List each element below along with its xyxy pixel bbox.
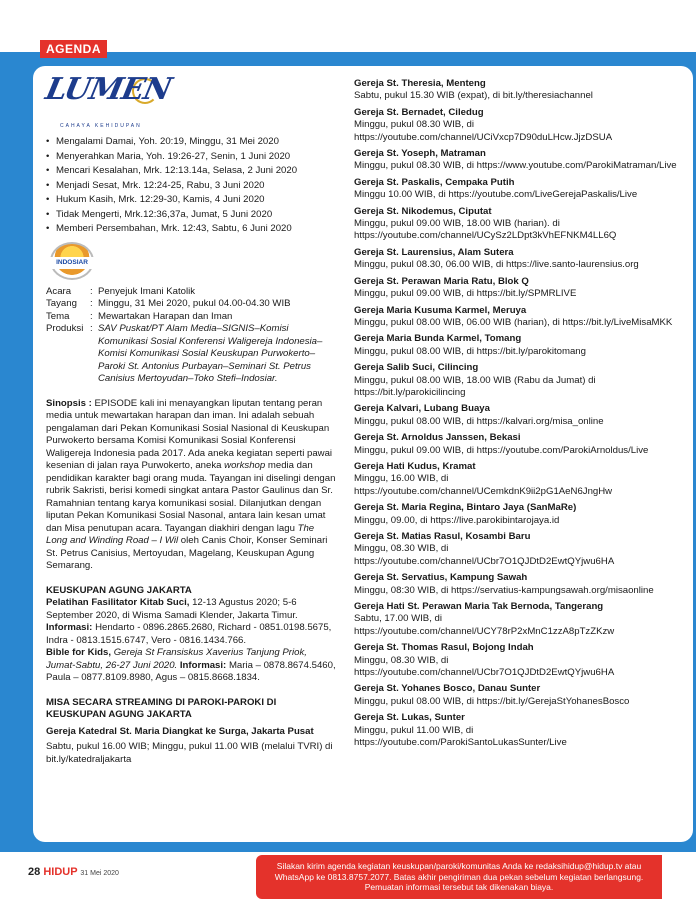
- kaj-heading: KEUSKUPAN AGUNG JAKARTA: [46, 584, 192, 596]
- church-name: Gereja St. Theresia, Menteng: [354, 78, 486, 89]
- church-detail: Minggu, pukul 08.30, 06.00 WIB, di https://live.santo-laurensius.org: [354, 259, 639, 271]
- bible-title: Bible for Kids,: [46, 647, 112, 658]
- section-tag-label: AGENDA: [46, 42, 102, 56]
- church-name: Gereja St. Thomas Rasul, Bojong Indah: [354, 642, 534, 654]
- list-item: [354, 531, 684, 568]
- bible-entry: [46, 647, 336, 685]
- list-item: [354, 333, 684, 358]
- info-label: Tayang: [46, 298, 77, 309]
- church-detail: Minggu, pukul 08.00 WIB, 06.00 WIB (harian), di https://bit.ly/LiveMisaMKK: [354, 316, 673, 328]
- church-name: Gereja St. Laurensius, Alam Sutera: [354, 246, 514, 258]
- church-name: Gereja Hati St. Perawan Maria Tak Bernoda, Tangerang: [354, 601, 604, 613]
- katedral-detail: Sabtu, pukul 16.00 WIB; Minggu, pukul 11.00 WIB (melalui TVRI) di bit.ly/katedraljakarta: [46, 741, 333, 765]
- church-name: Gereja St. Maria Regina, Bintaro Jaya (SanMaRe): [354, 502, 577, 514]
- indosiar-logo-text: INDOSIAR: [49, 257, 95, 270]
- church-name: Gereja St. Perawan Maria Ratu, Blok Q: [354, 275, 529, 287]
- list-item: • Tidak Mengerti, Mrk.12:36,37a, Jumat, 5 Juni 2020: [46, 209, 336, 222]
- list-item: [354, 107, 684, 144]
- sinopsis: [46, 398, 336, 573]
- list-item: [354, 642, 684, 679]
- list-item: • Mencari Kesalahan, Mrk. 12:13.14a, Selasa, 2 Juni 2020: [46, 165, 336, 178]
- sinopsis-song: The Long and Winding Road – I Wil: [46, 522, 315, 546]
- church-name: Gereja St. Paskalis, Cempaka Putih: [354, 176, 515, 188]
- pelatihan-entry: [46, 597, 336, 647]
- list-item: • Mengalami Damai, Yoh. 20:19, Minggu, 31 Mei 2020: [46, 136, 336, 149]
- page-footer: [28, 866, 119, 878]
- church-detail: Sabtu, pukul 15.30 WIB (expat), di bit.ly/theresiachannel: [354, 90, 593, 102]
- church-detail: Minggu, 16.00 WIB, di https://youtube.com/channel/UCemkdnK9ii2pG1AeN6JngHw: [354, 473, 613, 497]
- info-label: Acara: [46, 285, 72, 297]
- section-tag: [40, 40, 107, 58]
- bible-info: Maria – 0878.8674.5460, Paula – 0877.8109.8980, Agus – 0815.8668.1834.: [46, 659, 336, 683]
- church-detail: Minggu, pukul 09.00 WIB, 18.00 WIB (harian). di https://youtube.com/channel/UCySz2LDpt3kVhEFNKM4LL6Q: [354, 218, 617, 242]
- list-item: [354, 276, 684, 301]
- info-row: Tayang : Minggu, 31 Mei 2020, pukul 04.00-04.30 WIB: [46, 298, 336, 311]
- sinopsis-text-c: oleh Canis Choir, Konser Seminari St. Petrus Canisius, Mertoyudan, Magelang, Keuskupan Agung Semarang.: [46, 535, 328, 571]
- church-detail: Minggu, pukul 08.30 WIB, di https://www.youtube.com/ParokiMatraman/Live: [354, 160, 677, 172]
- content-card: [33, 66, 693, 842]
- list-item: [354, 403, 684, 428]
- sinopsis-label: Sinopsis :: [46, 397, 92, 409]
- info-row: Tema : Mewartakan Harapan dan Iman: [46, 311, 336, 324]
- info-row: Acara : Penyejuk Imani Katolik: [46, 286, 336, 299]
- church-detail: Minggu, pukul 08.00 WIB, di https://bit.ly/GerejaStYohanesBosco: [354, 695, 630, 707]
- church-name: Gereja Maria Kusuma Karmel, Meruya: [354, 304, 527, 316]
- church-name: Gereja St. Lukas, Sunter: [354, 712, 465, 724]
- list-item: [354, 206, 684, 243]
- sinopsis-text-a: EPISODE kali ini menayangkan liputan tentang peran media untuk mewartakan harapan dan iman. Ini adalah sebuah pengalaman dari Pekan Komunikasi Sosial Nasional di Keuskupan Purwokerto bersama Komisi Komunikasi Sosial Konferensi Waligereja Indonesia pada 2017. Ada aneka kegiatan seperti pawai kesenian di jalan raya Purwokerto, aneka: [46, 397, 333, 471]
- pelatihan-info-label: Informasi:: [46, 622, 93, 633]
- list-item: [354, 247, 684, 272]
- church-name: Gereja St. Bernadet, Ciledug: [354, 106, 484, 118]
- list-item: • Hukum Kasih, Mrk. 12:29-30, Kamis, 4 Juni 2020: [46, 194, 336, 207]
- brand-name: HIDUP: [43, 866, 78, 878]
- list-item: [354, 148, 684, 173]
- church-detail: Sabtu, 17.00 WIB, di https://youtube.com/channel/UCY78rP2xMnC1zzA8pTzZKzw: [354, 613, 615, 637]
- right-column: [354, 78, 684, 754]
- church-name: Gereja St. Arnoldus Janssen, Bekasi: [354, 432, 521, 444]
- info-label: Tema: [46, 310, 70, 322]
- church-detail: Minggu, 08.30 WIB, di https://youtube.com/channel/UCbr7O1QJDtD2EwtQYjwu6HA: [354, 543, 615, 567]
- bible-info-label: Informasi:: [179, 659, 227, 671]
- church-name: Gereja Maria Bunda Karmel, Tomang: [354, 333, 522, 345]
- indosiar-logo: [50, 242, 94, 280]
- lumen-logo: [42, 72, 336, 134]
- submission-notice: Silakan kirim agenda kegiatan keuskupan/paroki/komunitas Anda ke redaksihidup@hidup.tv atau WhatsApp ke 0813.8757.2077. Batas akhir pengiriman dua pekan sebelum kegiatan berlangsung. Pemuatan informasi tersebut tak dikenakan biaya.: [256, 855, 662, 899]
- list-item: [354, 305, 684, 330]
- church-detail: Minggu, pukul 11.00 WIB, di https://youtube.com/ParokiSantoLukasSunter/Live: [354, 724, 567, 749]
- church-detail: Minggu, pukul 08.00 WIB, 18.00 WIB (Rabu da Jumat) di https://bit.ly/parokicilincing: [354, 374, 596, 398]
- church-detail: Minggu, 09.00, di https://live.parokibintarojaya.id: [354, 514, 560, 526]
- list-item: [354, 78, 684, 103]
- church-detail: Minggu, pukul 08.30 WIB, di https://youtube.com/channel/UCiVxcp7D90duLHcw.JjzDSUA: [354, 119, 613, 143]
- list-item: [354, 177, 684, 202]
- list-item: [354, 362, 684, 399]
- lumen-list: [46, 136, 336, 236]
- church-detail: Minggu, pukul 09.00 WIB, di https://youtube.com/ParokiArnoldus/Live: [354, 444, 649, 456]
- info-label: Produksi: [46, 323, 84, 334]
- church-detail: Minggu, 08.30 WIB, di https://youtube.com/channel/UCbr7O1QJDtD2EwtQYjwu6HA: [354, 654, 615, 679]
- info-value: Penyejuk Imani Katolik: [98, 285, 196, 297]
- list-item: [354, 683, 684, 708]
- church-name: Gereja St. Servatius, Kampung Sawah: [354, 572, 528, 584]
- bible-detail: Gereja St Fransiskus Xaverius Tanjung Priok, Jumat-Sabtu, 26-27 Juni 2020.: [46, 647, 307, 671]
- pelatihan-info: Hendarto - 0896.2865.2680, Richard - 0851.0198.5675, Indra - 0813.1515.6747, Vero - 0816.1434.766.: [46, 622, 332, 646]
- church-name: Gereja Kalvari, Lubang Buaya: [354, 403, 490, 415]
- left-column: [42, 72, 336, 766]
- info-value: Mewartakan Harapan dan Iman: [98, 310, 233, 322]
- pelatihan-detail: 12-13 Agustus 2020; 5-6 September 2020, di Wisma Samadi Klender, Jakarta Timur.: [46, 597, 298, 621]
- church-name: Gereja St. Yohanes Bosco, Danau Sunter: [354, 683, 541, 695]
- church-detail: Minggu, 08:30 WIB, di https://servatius-kampungsawah.org/misaonline: [354, 584, 654, 596]
- pelatihan-title: Pelatihan Fasilitator Kitab Suci,: [46, 597, 190, 608]
- church-detail: Minggu, pukul 09.00 WIB, di https://bit.ly/SPMRLIVE: [354, 288, 577, 300]
- church-name: Gereja Hati Kudus, Kramat: [354, 460, 476, 472]
- list-item: [354, 432, 684, 457]
- list-item: [354, 502, 684, 527]
- list-item: [354, 601, 684, 638]
- list-item: • Memberi Persembahan, Mrk. 12:43, Sabtu, 6 Juni 2020: [46, 223, 336, 236]
- list-item: [354, 712, 684, 749]
- lumen-logo-subtitle: CAHAYA KEHIDUPAN: [60, 123, 142, 129]
- list-item: • Menyerahkan Maria, Yoh. 19:26-27, Senin, 1 Juni 2020: [46, 151, 336, 164]
- list-item: • Menjadi Sesat, Mrk. 12:24-25, Rabu, 3 Juni 2020: [46, 180, 336, 193]
- list-item: [354, 572, 684, 597]
- indosiar-info-table: [46, 286, 336, 386]
- katedral-name: Gereja Katedral St. Maria Diangkat ke Surga, Jakarta Pusat: [46, 725, 314, 737]
- info-value: SAV Puskat/PT Alam Media–SIGNIS–Komisi Komunikasi Sosial Konferensi Waligereja Indonesia–Komisi Komunikasi Sosial Keuskupan Purwokerto–Paroki St. Antonius Purbayan–Seminari St. Petrus Canisius Mertoyudan–Toko Stefi–Indosiar.: [98, 323, 323, 384]
- church-name: Gereja St. Yoseph, Matraman: [354, 148, 486, 160]
- page-number: 28: [28, 866, 41, 878]
- issue-date: 31 Mei 2020: [80, 870, 119, 877]
- church-name: Gereja Salib Suci, Cilincing: [354, 362, 479, 374]
- info-row: Produksi : SAV Puskat/PT Alam Media–SIGNIS–Komisi Komunikasi Sosial Konferensi Waligereja Indonesia–Komisi Komunikasi Sosial Keuskupan Purwokerto–Paroki St. Antonius Purbayan–Seminari St. Petrus Canisius Mertoyudan–Toko Stefi–Indosiar.: [46, 323, 336, 386]
- church-detail: Minggu, pukul 08.00 WIB, di https://bit.ly/parokitomang: [354, 345, 586, 357]
- misa-heading: MISA SECARA STREAMING DI PAROKI-PAROKI DI KEUSKUPAN AGUNG JAKARTA: [46, 696, 277, 720]
- info-value: Minggu, 31 Mei 2020, pukul 04.00-04.30 WIB: [98, 298, 291, 309]
- list-item: [354, 461, 684, 498]
- church-name: Gereja St. Nikodemus, Ciputat: [354, 205, 492, 217]
- church-detail: Minggu, pukul 08.00 WIB, di https://kalvari.org/misa_online: [354, 415, 604, 427]
- church-name: Gereja St. Matias Rasul, Kosambi Baru: [354, 531, 531, 542]
- sinopsis-workshop: workshop: [224, 460, 266, 471]
- church-detail: Minggu 10.00 WIB, di https://youtube.com/LiveGerejaPaskalis/Live: [354, 189, 638, 201]
- lumen-logo-text: LUMEN: [42, 72, 175, 107]
- sinopsis-text-b: media dan pendidikan karakter bagi orang muda. Tayangan ini diselingi dengan rubrik Sakristi, berisi komedi singkat antara Pastor Gaulinus dan Sr. Ramahnian tentang karya komunikasi sosial. Dilanjutkan dengan liputan Pekan Komunikasi Sosial Nasonal, antara lain kesan umat dan Misa penutupan acara. Tayangan diakhiri dengan lagu: [46, 460, 336, 534]
